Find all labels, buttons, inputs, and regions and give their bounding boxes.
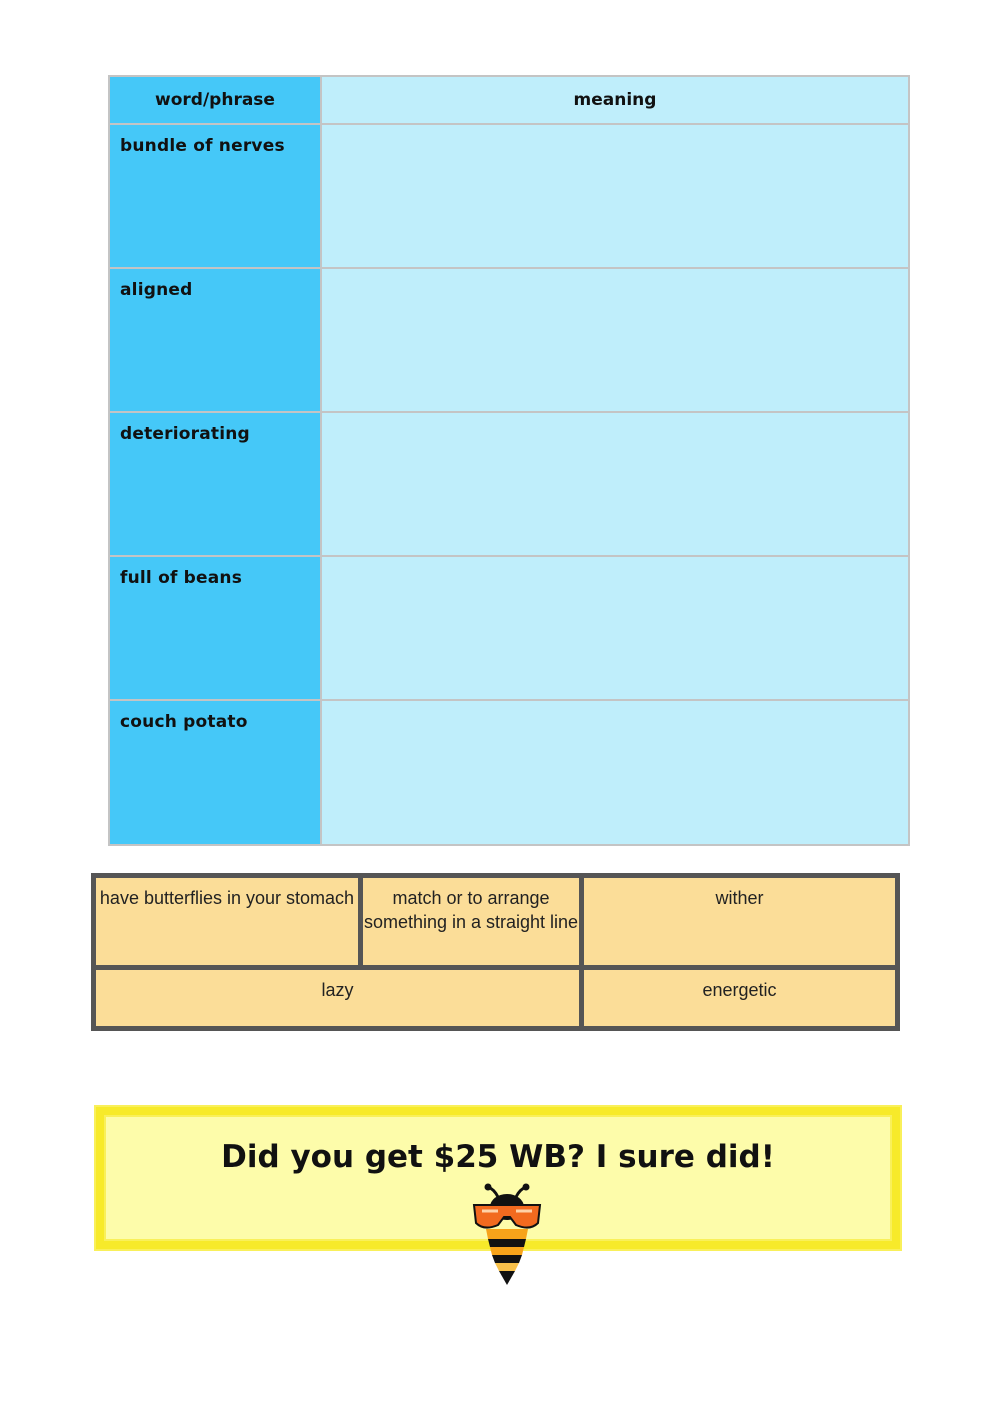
banner-text: Did you get $25 WB? I sure did! xyxy=(221,1139,775,1175)
answer-chip[interactable]: energetic xyxy=(584,970,895,1026)
meaning-drop-zone[interactable] xyxy=(322,557,908,699)
answer-chip[interactable]: have butterflies in your stomach xyxy=(96,878,358,965)
meaning-drop-zone[interactable] xyxy=(322,269,908,411)
table-row xyxy=(110,557,908,699)
table-header-row xyxy=(110,77,908,123)
meaning-column-header: meaning xyxy=(322,77,908,123)
answer-chip[interactable]: lazy xyxy=(96,970,579,1026)
meaning-drop-zone[interactable] xyxy=(322,125,908,267)
word-cell: couch potato xyxy=(110,701,320,844)
table-row xyxy=(110,701,908,844)
bee-mascot-icon xyxy=(470,1183,544,1287)
vocabulary-table xyxy=(108,75,910,846)
answer-chip[interactable]: wither xyxy=(584,878,895,965)
table-row xyxy=(110,269,908,411)
word-cell: bundle of nerves xyxy=(110,125,320,267)
table-row xyxy=(110,413,908,555)
word-cell: full of beans xyxy=(110,557,320,699)
answer-chip[interactable]: match or to arrange something in a straight line xyxy=(363,878,579,965)
word-cell: aligned xyxy=(110,269,320,411)
word-column-header: word/phrase xyxy=(110,77,320,123)
meaning-drop-zone[interactable] xyxy=(322,701,908,844)
word-cell: deteriorating xyxy=(110,413,320,555)
meaning-drop-zone[interactable] xyxy=(322,413,908,555)
answer-bank xyxy=(91,873,900,1031)
table-row xyxy=(110,125,908,267)
